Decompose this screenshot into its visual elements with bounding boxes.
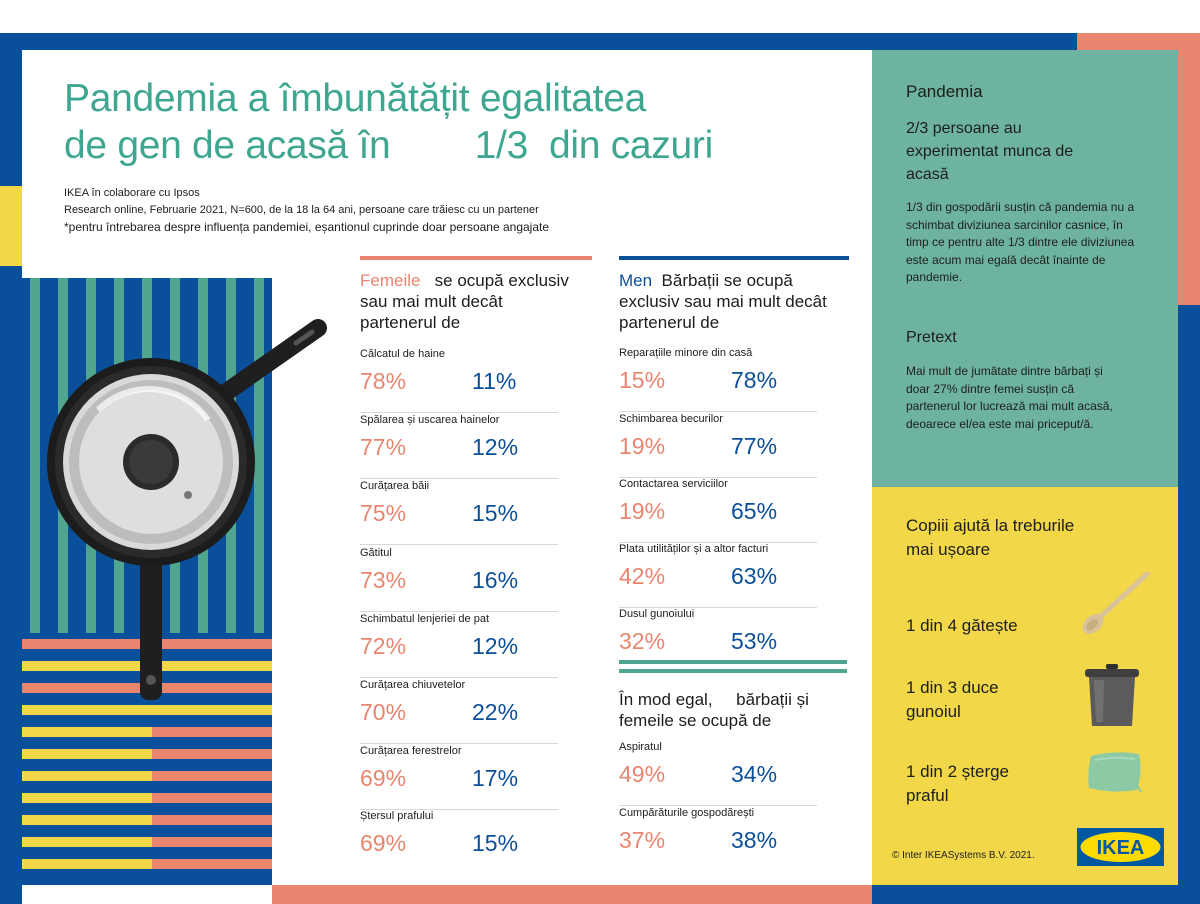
trash-bin-icon bbox=[1082, 664, 1142, 728]
women-percent: 37% bbox=[619, 827, 666, 853]
men-percent: 15% bbox=[472, 830, 519, 856]
pretext-body: Mai mult de jumătate dintre bărbați și doar 27% dintre femei susțin că partenerul lor lucrează mai mult acasă, deoarece el/ea este mai priceput/ă. bbox=[906, 364, 1113, 431]
frame-left-accent bbox=[0, 186, 22, 266]
chore-label: Reparațiile minore din casă bbox=[619, 347, 753, 359]
pandemic-title: Pandemia bbox=[906, 82, 983, 101]
table-row bbox=[360, 679, 558, 744]
frame-right-bar bbox=[1178, 305, 1200, 904]
kids-title: Copiii ajută la treburile mai ușoare bbox=[906, 516, 1075, 559]
women-percent: 69% bbox=[360, 830, 407, 856]
methodology-line: Research online, Februarie 2021, N=600, de la 18 la 64 ani, persoane care trăiesc cu un partener bbox=[64, 204, 539, 216]
men-percent: 65% bbox=[731, 498, 778, 524]
pandemic-body: 1/3 din gospodării susțin că pandemia nu a schimbat diviziunea sarcinilor casnice, în timp ce pentru alte 1/3 dintre ele diviziunea este acum mai egală decât înainte de pandemie. bbox=[906, 200, 1135, 284]
frame-bottom-bar bbox=[272, 885, 872, 904]
men-percent: 17% bbox=[472, 765, 519, 791]
men-percent: 16% bbox=[472, 567, 519, 593]
table-row bbox=[360, 480, 558, 545]
women-percent: 42% bbox=[619, 563, 666, 589]
pretext-title: Pretext bbox=[906, 329, 957, 346]
women-percent: 49% bbox=[619, 761, 666, 787]
men-percent: 11% bbox=[472, 368, 517, 394]
table-row bbox=[360, 547, 558, 612]
women-percent: 19% bbox=[619, 433, 666, 459]
women-column-rule bbox=[360, 256, 592, 260]
frying-pan-icon bbox=[38, 300, 338, 710]
chore-label: Călcatul de haine bbox=[360, 348, 446, 360]
frame-left-bar bbox=[0, 33, 22, 904]
women-percent: 73% bbox=[360, 567, 407, 593]
chore-label: Curățarea ferestrelor bbox=[360, 745, 462, 757]
chore-label: Spălarea și uscarea hainelor bbox=[360, 414, 500, 426]
men-percent: 53% bbox=[731, 628, 778, 654]
copyright: © Inter IKEASystems B.V. 2021. bbox=[892, 850, 1035, 861]
kids-stat-dusting: 1 din 2 șterge praful bbox=[906, 762, 1010, 805]
women-accent: Femeile bbox=[360, 271, 421, 290]
women-percent: 77% bbox=[360, 434, 407, 460]
stripe bbox=[22, 859, 272, 869]
title-line-1: Pandemia a îmbunătățit egalitatea bbox=[64, 77, 646, 120]
women-percent: 72% bbox=[360, 633, 407, 659]
stripe bbox=[22, 727, 272, 737]
stripe bbox=[22, 749, 272, 759]
chore-label: Curățarea chiuvetelor bbox=[360, 679, 466, 691]
men-percent: 15% bbox=[472, 500, 519, 526]
women-percent: 78% bbox=[360, 368, 407, 394]
source-line: IKEA în colaborare cu Ipsos bbox=[64, 187, 200, 199]
chore-label: Schimbatul lenjeriei de pat bbox=[360, 613, 490, 625]
table-row bbox=[619, 807, 817, 872]
men-percent: 12% bbox=[472, 434, 519, 460]
table-row bbox=[360, 348, 558, 413]
chore-label: Aspiratul bbox=[619, 741, 662, 753]
men-heading-text: Bărbații se ocupă exclusiv sau mai mult decât partenerul de bbox=[619, 271, 827, 332]
women-percent: 32% bbox=[619, 628, 666, 654]
women-percent: 70% bbox=[360, 699, 407, 725]
men-percent: 63% bbox=[731, 563, 778, 589]
women-column-heading bbox=[360, 270, 580, 333]
chore-label: Curățarea băii bbox=[360, 480, 430, 492]
women-percent: 69% bbox=[360, 765, 407, 791]
pandemic-subtitle: 2/3 persoane au experimentat munca de acasă bbox=[906, 120, 1074, 183]
table-row bbox=[360, 745, 558, 810]
frame-bottom-accent bbox=[872, 885, 1200, 904]
equal-section-heading: În mod egal, bărbații și femeile se ocupă de bbox=[619, 690, 814, 730]
men-accent: Men bbox=[619, 271, 653, 290]
title-line-2: de gen de acasă în 1/3 din cazuri bbox=[64, 124, 713, 167]
men-column-heading bbox=[619, 270, 839, 333]
kids-stat-trash: 1 din 3 duce gunoiul bbox=[906, 678, 999, 721]
table-row bbox=[619, 478, 817, 543]
chore-label: Gătitul bbox=[360, 547, 392, 559]
ikea-logo bbox=[1077, 828, 1164, 866]
kids-stat-cooking: 1 din 4 gătește bbox=[906, 616, 1018, 635]
stripe bbox=[22, 837, 272, 847]
women-percent: 19% bbox=[619, 498, 666, 524]
men-percent: 34% bbox=[731, 761, 778, 787]
men-percent: 77% bbox=[731, 433, 778, 459]
table-row bbox=[360, 810, 558, 875]
chore-label: Schimbarea becurilor bbox=[619, 413, 723, 425]
frame-top-bar bbox=[0, 33, 1200, 50]
women-percent: 75% bbox=[360, 500, 407, 526]
footnote-line: *pentru întrebarea despre influența pandemiei, eșantionul cuprinde doar persoane angajate bbox=[64, 220, 550, 234]
men-percent: 78% bbox=[731, 367, 778, 393]
ikea-logo-text: IKEA bbox=[1096, 837, 1145, 859]
women-percent: 15% bbox=[619, 367, 666, 393]
men-column-rule bbox=[619, 256, 849, 260]
chore-label: Cumpărăturile gospodărești bbox=[619, 807, 755, 819]
table-row bbox=[360, 613, 558, 678]
page-title bbox=[64, 75, 713, 169]
chore-label: Plata utilităților și a altor facturi bbox=[619, 543, 769, 555]
wooden-spoon-icon bbox=[1075, 568, 1155, 638]
table-row bbox=[360, 414, 558, 479]
stripe bbox=[22, 815, 272, 825]
chore-label: Ștersul prafului bbox=[360, 810, 434, 822]
men-percent: 12% bbox=[472, 633, 519, 659]
cleaning-cloth-icon bbox=[1085, 748, 1145, 794]
stripe bbox=[22, 793, 272, 803]
table-row bbox=[619, 543, 817, 608]
chore-label: Dusul gunoiului bbox=[619, 608, 695, 620]
frame-right-accent bbox=[1178, 33, 1200, 305]
chore-label: Contactarea serviciilor bbox=[619, 478, 728, 490]
equal-section-rule bbox=[619, 660, 847, 673]
women-heading-text: se ocupă exclusiv sau mai mult decât partenerul de bbox=[360, 271, 569, 332]
table-row bbox=[619, 741, 817, 806]
men-percent: 22% bbox=[472, 699, 519, 725]
stripe bbox=[22, 771, 272, 781]
men-percent: 38% bbox=[731, 827, 778, 853]
table-row bbox=[619, 413, 817, 478]
table-row bbox=[619, 347, 817, 412]
